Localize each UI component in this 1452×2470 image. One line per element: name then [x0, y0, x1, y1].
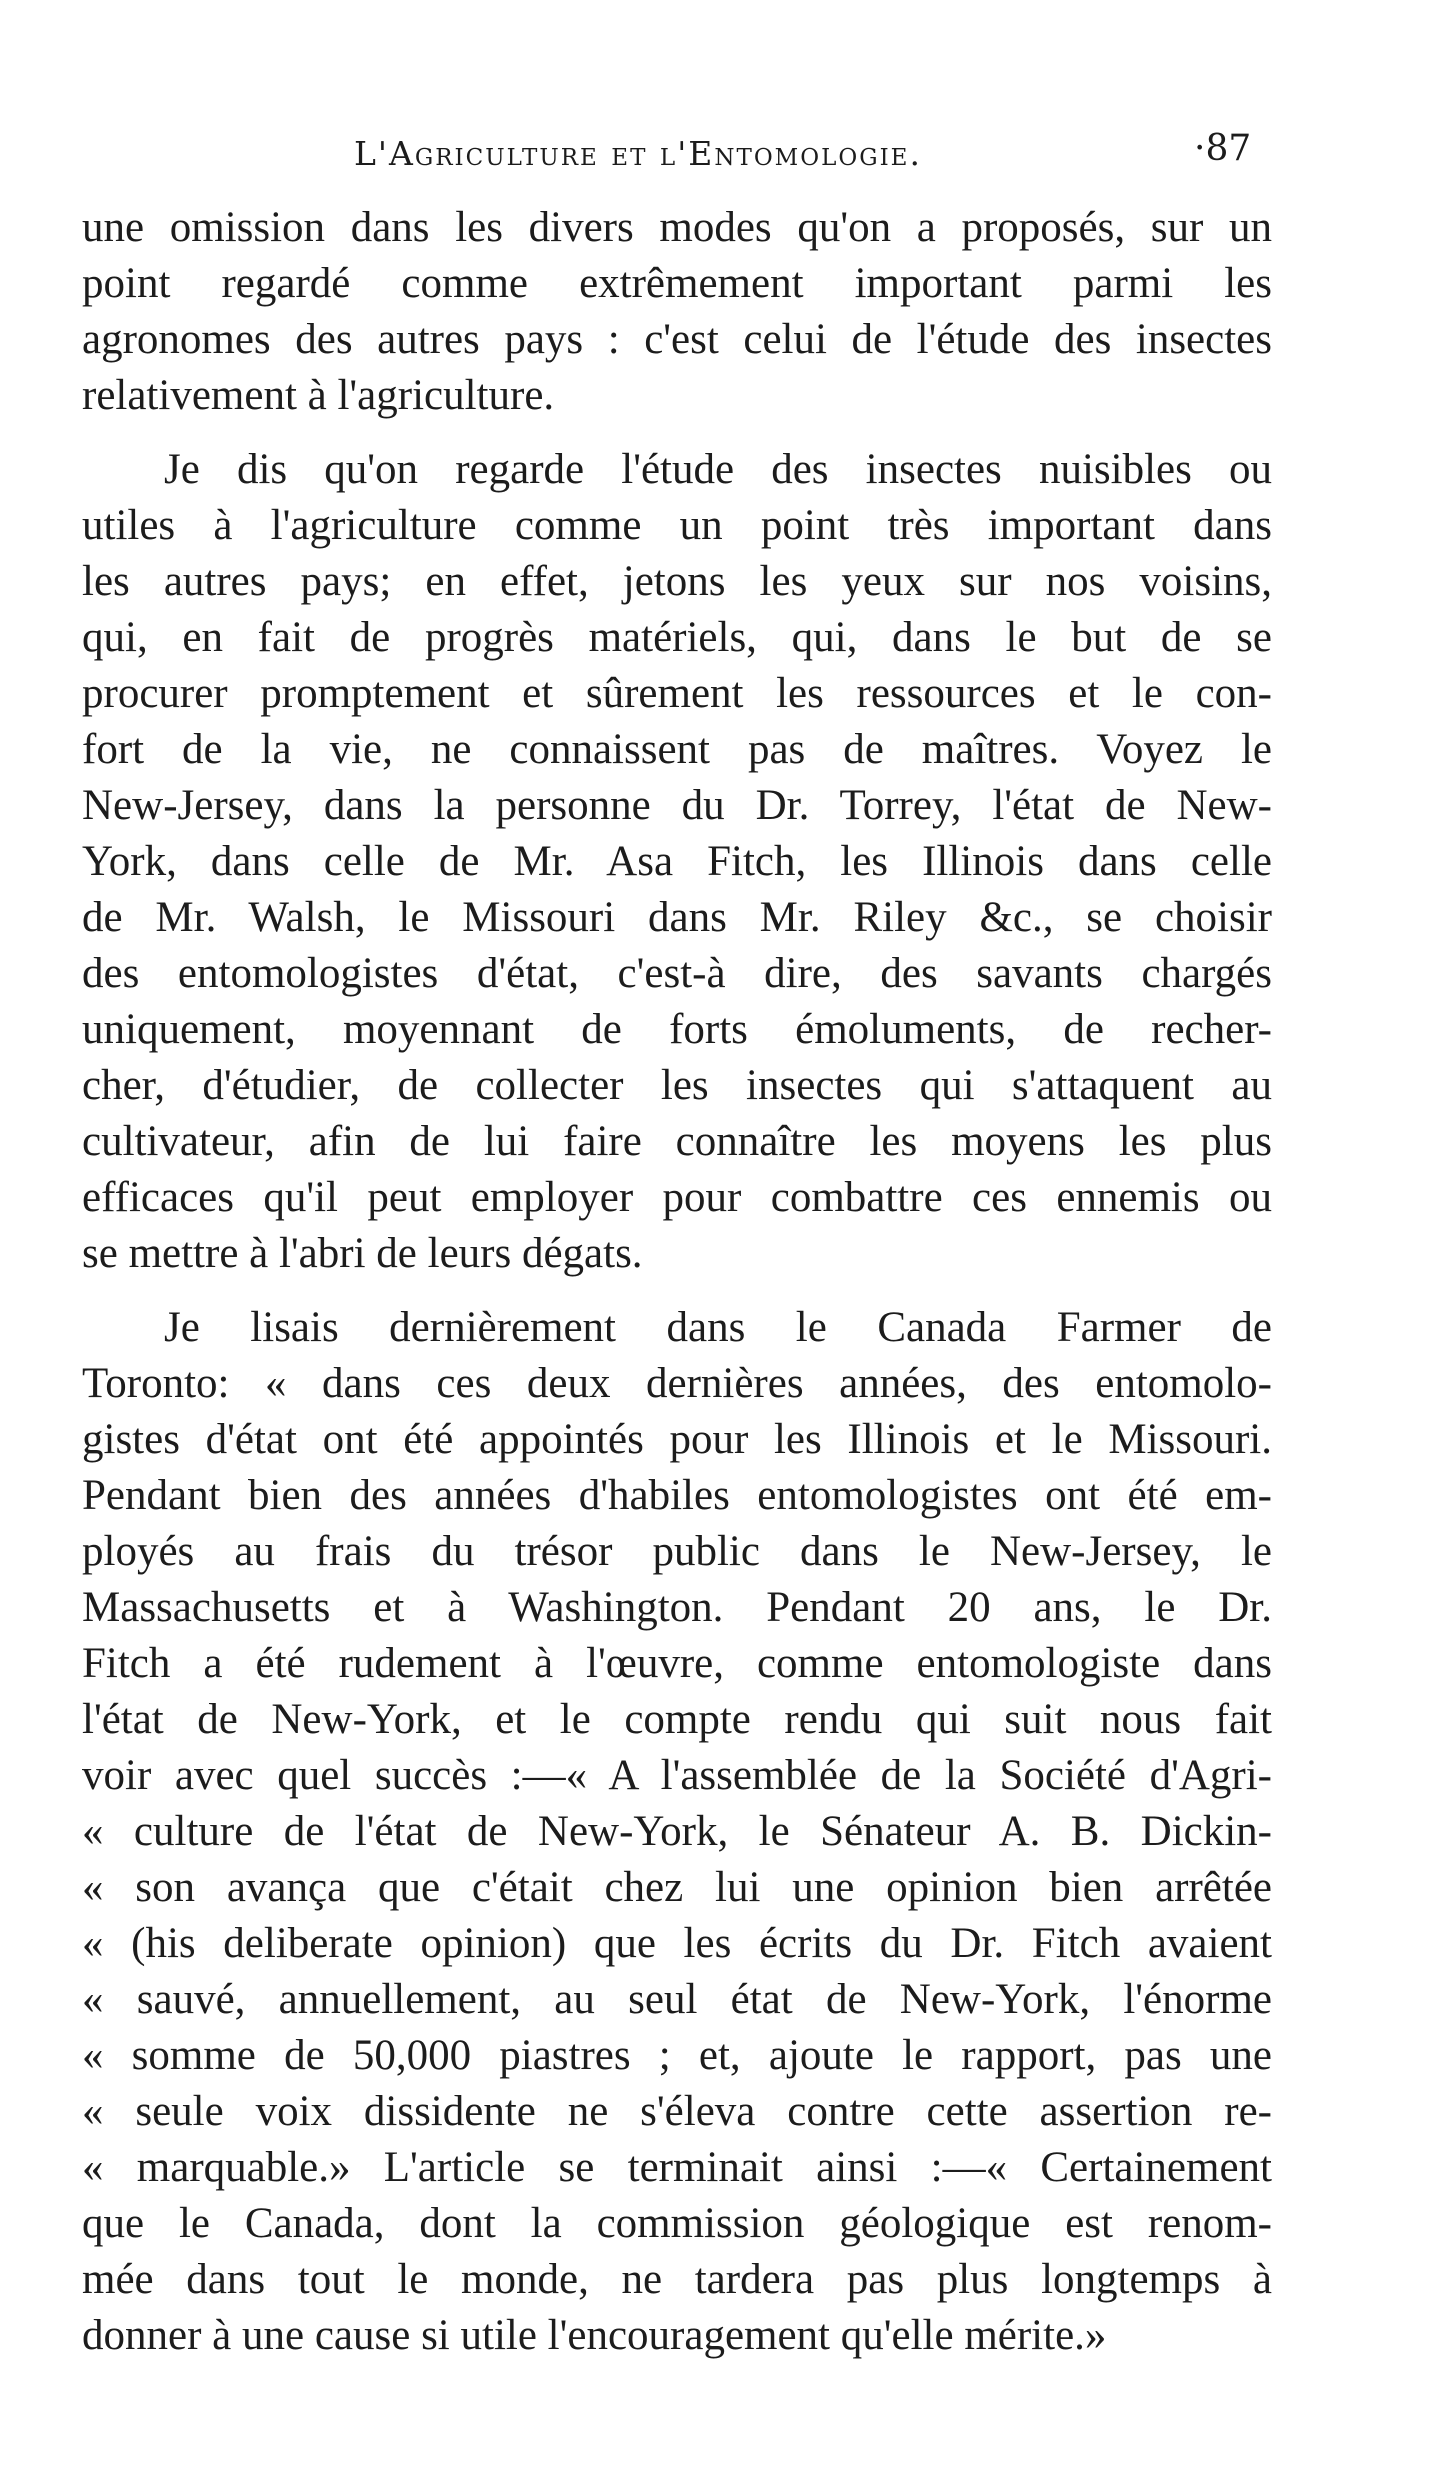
text-line: gistes d'état ont été appointés pour les Illinois et le Missouri.: [82, 1416, 1272, 1463]
text-line: Massachusetts et à Washington. Pendant 20 ans, le Dr.: [82, 1584, 1272, 1631]
paragraph-3: [82, 1300, 1272, 2364]
text-line: efficaces qu'il peut employer pour combattre ces ennemis ou: [82, 1174, 1272, 1221]
text-line: l'état de New-York, et le compte rendu qui suit nous fait: [82, 1696, 1272, 1743]
text-line: relativement à l'agriculture.: [82, 372, 555, 419]
text-line: agronomes des autres pays : c'est celui de l'étude des insectes: [82, 316, 1272, 363]
text-line: cher, d'étudier, de collecter les insectes qui s'attaquent au: [82, 1062, 1272, 1109]
text-line: Fitch a été rudement à l'œuvre, comme entomologiste dans: [82, 1640, 1272, 1687]
text-line: « sauvé, annuellement, au seul état de New-York, l'énorme: [82, 1976, 1272, 2023]
page-number: ·87: [1194, 128, 1252, 169]
text-line: « somme de 50,000 piastres ; et, ajoute le rapport, pas une: [82, 2032, 1272, 2079]
text-line: « son avança que c'était chez lui une opinion bien arrêtée: [82, 1864, 1272, 1911]
text-line: se mettre à l'abri de leurs dégats.: [82, 1230, 643, 1277]
text-line: ployés au frais du trésor public dans le New-Jersey, le: [82, 1528, 1272, 1575]
text-line: une omission dans les divers modes qu'on a proposés, sur un: [82, 204, 1272, 251]
text-line: Je lisais dernièrement dans le Canada Farmer de: [164, 1304, 1272, 1351]
text-line: « (his deliberate opinion) que les écrits du Dr. Fitch avaient: [82, 1920, 1272, 1967]
running-head: [82, 128, 1282, 178]
paragraph-gap: [82, 1282, 1272, 1300]
text-line: mée dans tout le monde, ne tardera pas plus longtemps à: [82, 2256, 1272, 2303]
text-line: des entomologistes d'état, c'est-à dire, des savants chargés: [82, 950, 1272, 997]
text-line: les autres pays; en effet, jetons les yeux sur nos voisins,: [82, 558, 1272, 605]
text-line: Toronto: « dans ces deux dernières années, des entomolo-: [82, 1360, 1272, 1407]
text-line: procurer promptement et sûrement les ressources et le con-: [82, 670, 1272, 717]
text-line: donner à une cause si utile l'encouragement qu'elle mérite.»: [82, 2312, 1107, 2359]
text-line: New-Jersey, dans la personne du Dr. Torrey, l'état de New-: [82, 782, 1272, 829]
text-line: que le Canada, dont la commission géologique est renom-: [82, 2200, 1272, 2247]
text-line: fort de la vie, ne connaissent pas de maîtres. Voyez le: [82, 726, 1272, 773]
text-line: « marquable.» L'article se terminait ainsi :—« Certainement: [82, 2144, 1272, 2191]
running-head-title: L'Agriculture et l'Entomologie.: [354, 134, 922, 173]
text-line: cultivateur, afin de lui faire connaître les moyens les plus: [82, 1118, 1272, 1165]
text-line: York, dans celle de Mr. Asa Fitch, les Illinois dans celle: [82, 838, 1272, 885]
text-line: utiles à l'agriculture comme un point très important dans: [82, 502, 1272, 549]
text-line: « culture de l'état de New-York, le Sénateur A. B. Dickin-: [82, 1808, 1272, 1855]
text-line: « seule voix dissidente ne s'éleva contre cette assertion re-: [82, 2088, 1272, 2135]
text-line: qui, en fait de progrès matériels, qui, dans le but de se: [82, 614, 1272, 661]
paragraph-gap: [82, 424, 1272, 442]
paragraph-2: [82, 442, 1272, 1282]
text-line: de Mr. Walsh, le Missouri dans Mr. Riley &c., se choisir: [82, 894, 1272, 941]
text-body: [82, 200, 1272, 2364]
text-line: Pendant bien des années d'habiles entomologistes ont été em-: [82, 1472, 1272, 1519]
text-line: uniquement, moyennant de forts émoluments, de recher-: [82, 1006, 1272, 1053]
text-line: Je dis qu'on regarde l'étude des insectes nuisibles ou: [164, 446, 1272, 493]
text-line: voir avec quel succès :—« A l'assemblée de la Société d'Agri-: [82, 1752, 1272, 1799]
text-line: point regardé comme extrêmement important parmi les: [82, 260, 1272, 307]
paragraph-1: [82, 200, 1272, 424]
